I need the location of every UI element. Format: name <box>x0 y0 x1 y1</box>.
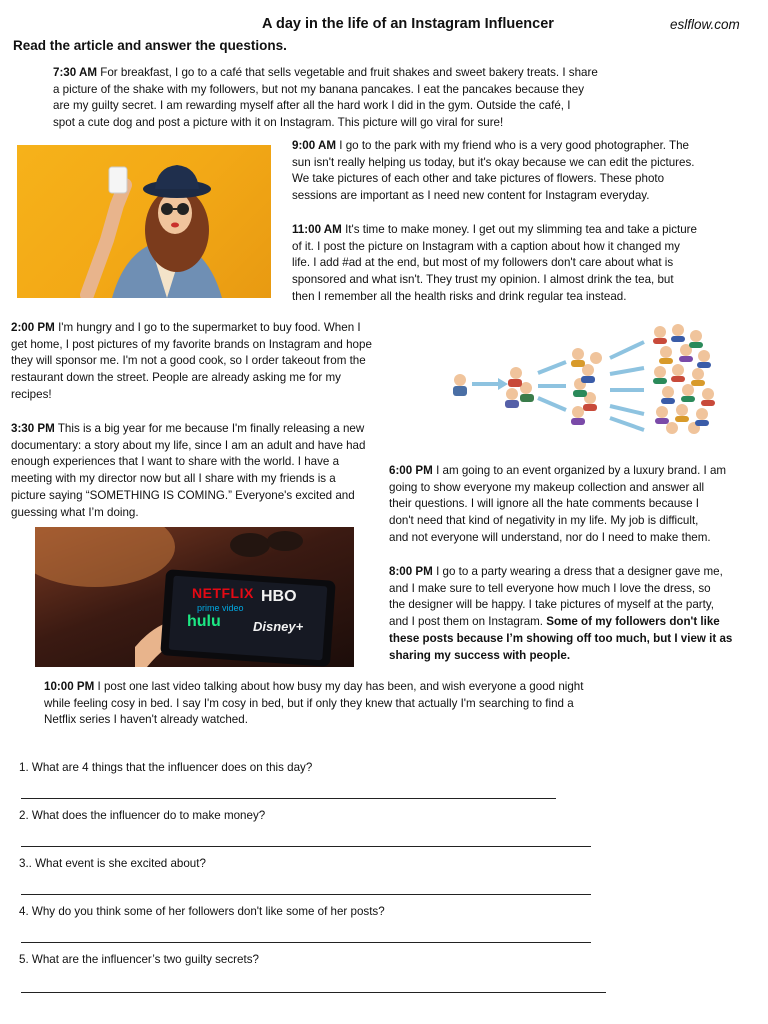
streaming-tablet-photo <box>35 527 354 667</box>
question-2: 2. What does the influencer do to make money? <box>19 809 266 822</box>
hulu-logo: hulu <box>187 613 221 630</box>
question-1: 1. What are 4 things that the influencer does on this day? <box>19 761 313 774</box>
follower-network-illustration <box>438 318 728 436</box>
instructions: Read the article and answer the questions. <box>13 38 287 53</box>
answer-line-4[interactable] <box>21 942 591 943</box>
entry-900: 9:00 AM I go to the park with my friend who is a very good photographer. The sun isn't really helping us today, but it's okay because we can edit the pictures. We take pictures of each other and take pictures of flowers. These photo sessions are important as I need new content for Instagram everyday. <box>292 139 695 203</box>
entry-time: 11:00 AM <box>292 223 342 236</box>
entry-730: 7:30 AM For breakfast, I go to a café that sells vegetable and fruit shakes and sweet bakery treats. I share a picture of the shake with my followers, but not my banana pancakes. I eat the pancakes because they are my guilty secret. I am rewarding myself after all the hard work I did in the gym. Outside the café, I spot a cute dog and post a picture with it on Instagram. This picture will go viral for sure! <box>53 66 598 130</box>
question-4: 4. Why do you think some of her followers don't like some of her posts? <box>19 905 385 918</box>
bold-followers-phrase: Some of my followers don't like <box>546 615 720 629</box>
entry-time: 3:30 PM <box>11 422 55 435</box>
question-3: 3.. What event is she excited about? <box>19 857 206 870</box>
answer-line-3[interactable] <box>21 894 591 895</box>
entry-200: 2:00 PM I'm hungry and I go to the supermarket to buy food. When I get home, I post pictures of my favorite brands on Instagram and hope they will sponsor me. I'm not a good cook, so I order takeout from the restaurant down the street. People are already asking me for my recipes! <box>11 321 372 401</box>
entry-time: 8:00 PM <box>389 565 433 578</box>
entry-time: 10:00 PM <box>44 680 95 693</box>
entry-time: 6:00 PM <box>389 464 433 477</box>
hbo-logo: HBO <box>261 588 297 605</box>
answer-line-5[interactable] <box>21 992 606 993</box>
disney-plus-logo: Disney+ <box>253 619 304 634</box>
entry-600: 6:00 PM I am going to an event organized by a luxury brand. I am going to show everyone my makeup collection and answer all their questions. I will ignore all the hate comments because I don't need that kind of negativity in my life. My job is difficult, and not everyone will understand, nor do I need to make them. <box>389 464 727 544</box>
entry-800: 8:00 PM I go to a party wearing a dress that a designer gave me, and I make sure to tell everyone how much I love the dress, so the designer will be happy. I take pictures of myself at the party, and I post them on Instagram. Some of my followers don't like these posts because I’m showing off too much, but I view it as sharing my success with people. <box>389 565 733 662</box>
entry-330: 3:30 PM This is a big year for me because I'm finally releasing a new documentary: a story about my life, since I am an adult and have had enough experiences that I want to share with the world. I have a meeting with my director now but all I share with my friends is a picture saying “SOMETHING IS COMING.” Everyone's excited and guessing what I’m doing. <box>11 422 366 519</box>
site-name: eslflow.com <box>670 17 740 32</box>
netflix-logo: NETFLIX <box>192 585 254 601</box>
worksheet-title: A day in the life of an Instagram Influencer <box>262 16 554 32</box>
entry-time: 7:30 AM <box>53 66 98 79</box>
entry-time: 2:00 PM <box>11 321 55 334</box>
entry-1000: 10:00 PM I post one last video talking about how busy my day has been, and wish everyone a good night while feeling cosy in bed. I say I'm cosy in bed, but if only they knew that actually I'm searching to find a Netflix series I haven't already watched. <box>44 680 584 727</box>
question-5: 5. What are the influencer’s two guilty secrets? <box>19 953 259 966</box>
prime-video-logo: prime video <box>197 603 244 613</box>
entry-1100: 11:00 AM It's time to make money. I get out my slimming tea and take a picture of it. I post the picture on Instagram with a caption about how it changed my life. I add #ad at the end, but most of my followers don't care about what is sponsored and what isn't. They trust my opinion. I almost drink the tea, but then I remember all the health risks and drink regular tea instead. <box>292 223 697 303</box>
answer-line-2[interactable] <box>21 846 591 847</box>
entry-time: 9:00 AM <box>292 139 337 152</box>
selfie-photo <box>17 145 271 298</box>
answer-line-1[interactable] <box>21 798 556 799</box>
